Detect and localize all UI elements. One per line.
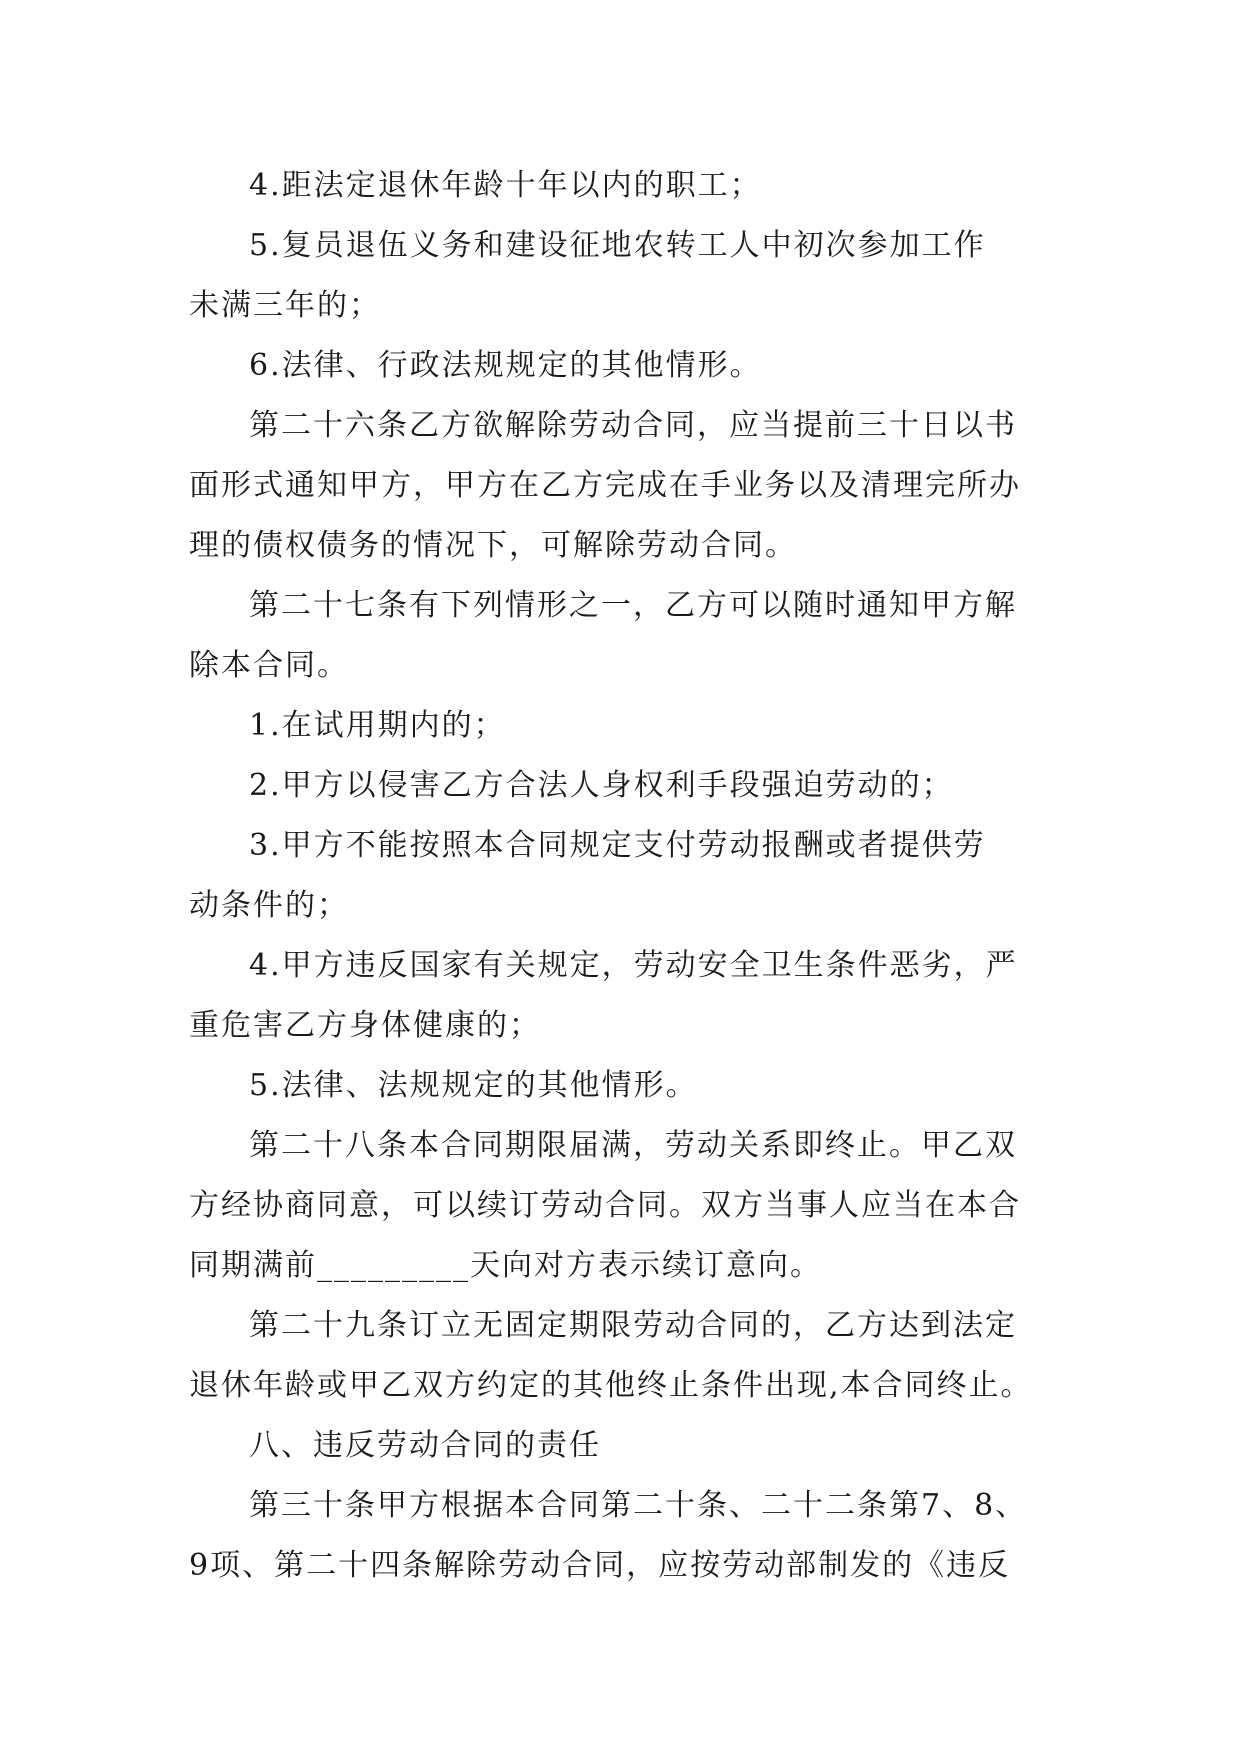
paragraph: [189, 936, 1059, 1056]
paragraph: [189, 816, 1059, 936]
text-line: 1.在试用期内的；: [249, 708, 506, 743]
paragraph: [189, 1116, 1059, 1296]
text-line: 第二十九条订立无固定期限劳动合同的，乙方达到法定: [249, 1308, 1017, 1343]
paragraph: [189, 1476, 1059, 1596]
text-line: 2.甲方以侵害乙方合法人身权利手段强迫劳动的；: [249, 768, 954, 803]
section-heading: [189, 1416, 1059, 1476]
text-line: 5.复员退伍义务和建设征地农转工人中初次参加工作: [249, 228, 986, 263]
fill-in-blank: _________: [317, 1248, 470, 1283]
text-line: 八、违反劳动合同的责任: [249, 1428, 601, 1463]
text-line: 第三十条甲方根据本合同第二十条、二十二条第7、8、: [249, 1488, 1028, 1523]
text-line-with-blank: [189, 1236, 1059, 1296]
paragraph: [189, 576, 1059, 696]
text-line: 面形式通知甲方，甲方在乙方完成在手业务以及清理完所办: [189, 468, 1021, 503]
text-line: 第二十七条有下列情形之一，乙方可以随时通知甲方解: [249, 588, 1017, 623]
text-line: 3.甲方不能按照本合同规定支付劳动报酬或者提供劳: [249, 828, 986, 863]
text-line: 第二十八条本合同期限届满，劳动关系即终止。甲乙双: [249, 1128, 1017, 1163]
paragraph: [189, 336, 1059, 396]
text-line: 9项、第二十四条解除劳动合同，应按劳动部制发的《违反: [189, 1548, 1011, 1583]
text-line: 理的债权债务的情况下，可解除劳动合同。: [189, 528, 797, 563]
text-line: 第二十六条乙方欲解除劳动合同，应当提前三十日以书: [249, 408, 1017, 443]
paragraph: [189, 756, 1059, 816]
paragraph: [189, 156, 1059, 216]
paragraph: [189, 1056, 1059, 1116]
text-line: 除本合同。: [189, 648, 349, 683]
document-body: [189, 156, 1059, 1596]
text-line: 重危害乙方身体健康的；: [189, 1008, 541, 1043]
text-line: 退休年龄或甲乙双方约定的其他终止条件出现,本合同终止。: [189, 1368, 1033, 1403]
text-line: 5.法律、法规规定的其他情形。: [249, 1068, 698, 1103]
paragraph: [189, 696, 1059, 756]
paragraph: [189, 216, 1059, 336]
blank-prefix: 同期满前: [189, 1248, 317, 1283]
blank-suffix: 天向对方表示续订意向。: [470, 1248, 822, 1283]
text-line: 动条件的；: [189, 888, 349, 923]
text-line: 4.甲方违反国家有关规定，劳动安全卫生条件恶劣，严: [249, 948, 1018, 983]
text-line: 4.距法定退休年龄十年以内的职工；: [249, 168, 762, 203]
paragraph: [189, 1296, 1059, 1416]
paragraph: [189, 396, 1059, 576]
text-line: 未满三年的；: [189, 288, 381, 323]
text-line: 方经协商同意，可以续订劳动合同。双方当事人应当在本合: [189, 1188, 1021, 1223]
text-line: 6.法律、行政法规规定的其他情形。: [249, 348, 762, 383]
